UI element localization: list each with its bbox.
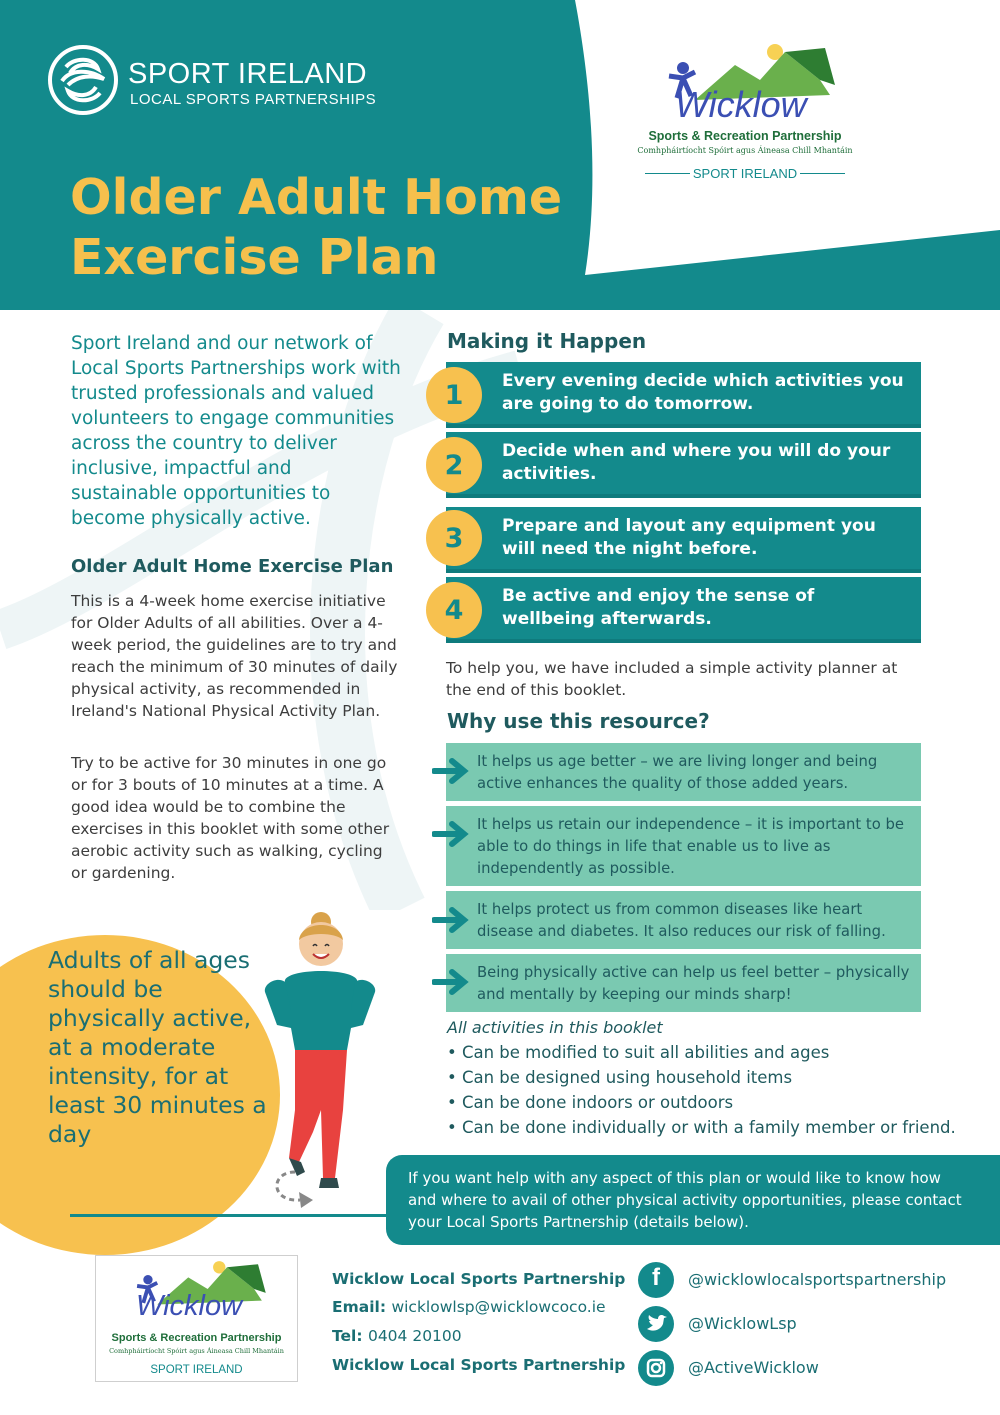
step-3-number: 3	[426, 510, 482, 566]
why-heading: Why use this resource?	[447, 709, 710, 733]
callout-text: Adults of all ages should be physically active, at a moderate intensity, for at least 30 minutes a day	[48, 946, 267, 1148]
step-1-number: 1	[426, 367, 482, 423]
arrow-right-icon	[432, 757, 474, 785]
footer-email-label: Email:	[332, 1298, 387, 1316]
why-item-3-text: It helps protect us from common diseases like heart disease and diabetes. It also reduces our risk of falling.	[477, 901, 886, 940]
why-item-4	[446, 954, 921, 1012]
step-3-text: Prepare and layout any equipment you will need the night before.	[502, 516, 876, 559]
wicklow-logo-name: Wicklow	[675, 84, 807, 125]
wicklow-logo-line1: Sports & Recreation Partnership	[111, 1332, 282, 1344]
footer-email-link[interactable]: wicklowlsp@wicklowcoco.ie	[391, 1298, 606, 1316]
arrow-right-icon	[432, 906, 474, 934]
contact-banner	[386, 1155, 1000, 1245]
all-activities-heading: All activities in this booklet	[447, 1018, 663, 1037]
bullet-item: • Can be modified to suit all abilities and ages	[447, 1043, 830, 1062]
why-item-2	[446, 806, 921, 886]
why-item-3	[446, 891, 921, 949]
brand-subtitle: LOCAL SPORTS PARTNERSHIPS	[130, 91, 377, 108]
intro-paragraph: Sport Ireland and our network of Local Sports Partnerships work with trusted professionals and valued volunteers to engage communities across the country to deliver inclusive, impactful and sustainable opportunities to become physically active.	[71, 333, 401, 529]
wicklow-logo-line2: Comhpháirtíocht Spóirt agus Áineasa Chill Mhantáin	[109, 1347, 284, 1355]
brand-name: SPORT IRELAND	[128, 58, 368, 90]
footer-org: Wicklow Local Sports Partnership	[332, 1270, 626, 1288]
step-4-number: 4	[426, 582, 482, 638]
why-item-1-text: It helps us age better – we are living longer and being active enhances the quality of those added years.	[477, 753, 878, 792]
step-2	[446, 432, 921, 498]
step-4	[446, 577, 921, 643]
body-paragraph-2: Try to be active for 30 minutes in one go or for 3 bouts of 10 minutes at a time. A good idea would be to combine the exercises in this booklet with some other aerobic activity such as walking, cycling or gardening.	[71, 754, 390, 882]
twitter-handle[interactable]: @WicklowLsp	[688, 1314, 797, 1333]
sport-ireland-logo-icon	[48, 45, 118, 115]
why-item-4-text: Being physically active can help us feel better – physically and mentally by keeping our minds sharp!	[477, 964, 910, 1003]
bullet-item: • Can be done individually or with a family member or friend.	[447, 1118, 956, 1137]
bullet-item: • Can be done indoors or outdoors	[447, 1093, 734, 1112]
instagram-icon[interactable]	[638, 1350, 674, 1386]
page-title-line1: Older Adult Home	[70, 169, 563, 226]
step-3	[446, 507, 921, 573]
wicklow-logo-footer	[95, 1255, 298, 1382]
wicklow-logo-line1: Sports & Recreation Partnership	[648, 129, 842, 143]
arrow-right-icon	[432, 820, 474, 848]
section-subheading: Older Adult Home Exercise Plan	[71, 556, 394, 577]
footer-tel-label: Tel:	[332, 1327, 363, 1345]
making-heading: Making it Happen	[447, 329, 647, 353]
page-title	[70, 168, 610, 288]
planner-note: To help you, we have included a simple activity planner at the end of this booklet.	[446, 659, 898, 699]
twitter-icon[interactable]	[638, 1306, 674, 1342]
step-4-text: Be active and enjoy the sense of wellbeing afterwards.	[502, 586, 815, 629]
arrow-right-icon	[432, 968, 474, 996]
footer-org-2: Wicklow Local Sports Partnership	[332, 1356, 626, 1374]
divider	[70, 1214, 388, 1217]
footer-tel-value[interactable]: 0404 20100	[367, 1327, 462, 1345]
step-1	[446, 362, 921, 428]
facebook-handle[interactable]: @wicklowlocalsportspartnership	[688, 1270, 947, 1289]
step-2-number: 2	[426, 437, 482, 493]
why-item-2-text: It helps us retain our independence – it is important to be able to do things in life that enable us to live as independently as possible.	[477, 816, 904, 877]
body-paragraph-1: This is a 4-week home exercise initiative for Older Adults of all abilities. Over a 4-week period, the guidelines are to try and reach the minimum of 30 minutes of daily physical activity, as recommended in Ireland's National Physical Activity Plan.	[71, 592, 398, 720]
wicklow-logo-name: Wicklow	[136, 1290, 243, 1322]
step-1-text: Every evening decide which activities you are going to do tomorrow.	[502, 371, 904, 414]
wicklow-logo-line3: SPORT IRELAND	[692, 166, 798, 181]
bullet-item: • Can be designed using household items	[447, 1068, 793, 1087]
footer-email-row	[332, 1298, 606, 1316]
contact-banner-text: If you want help with any aspect of this plan or would like to know how and where to avail of other physical activity opportunities, please contact your Local Sports Partnership (details below).	[408, 1169, 962, 1231]
wicklow-logo-line2: Comhpháirtíocht Spóirt agus Áineasa Chill Mhantáin	[637, 146, 853, 155]
woman-illustration-icon	[255, 910, 395, 1210]
page-title-line2: Exercise Plan	[70, 229, 439, 286]
instagram-handle[interactable]: @ActiveWicklow	[688, 1358, 819, 1377]
wicklow-logo-line3: SPORT IRELAND	[150, 1364, 243, 1376]
wicklow-logo-top	[625, 40, 865, 190]
footer-tel-row	[332, 1327, 462, 1345]
facebook-icon[interactable]: f	[638, 1262, 674, 1298]
why-item-1	[446, 743, 921, 801]
step-2-text: Decide when and where you will do your activities.	[502, 441, 891, 484]
